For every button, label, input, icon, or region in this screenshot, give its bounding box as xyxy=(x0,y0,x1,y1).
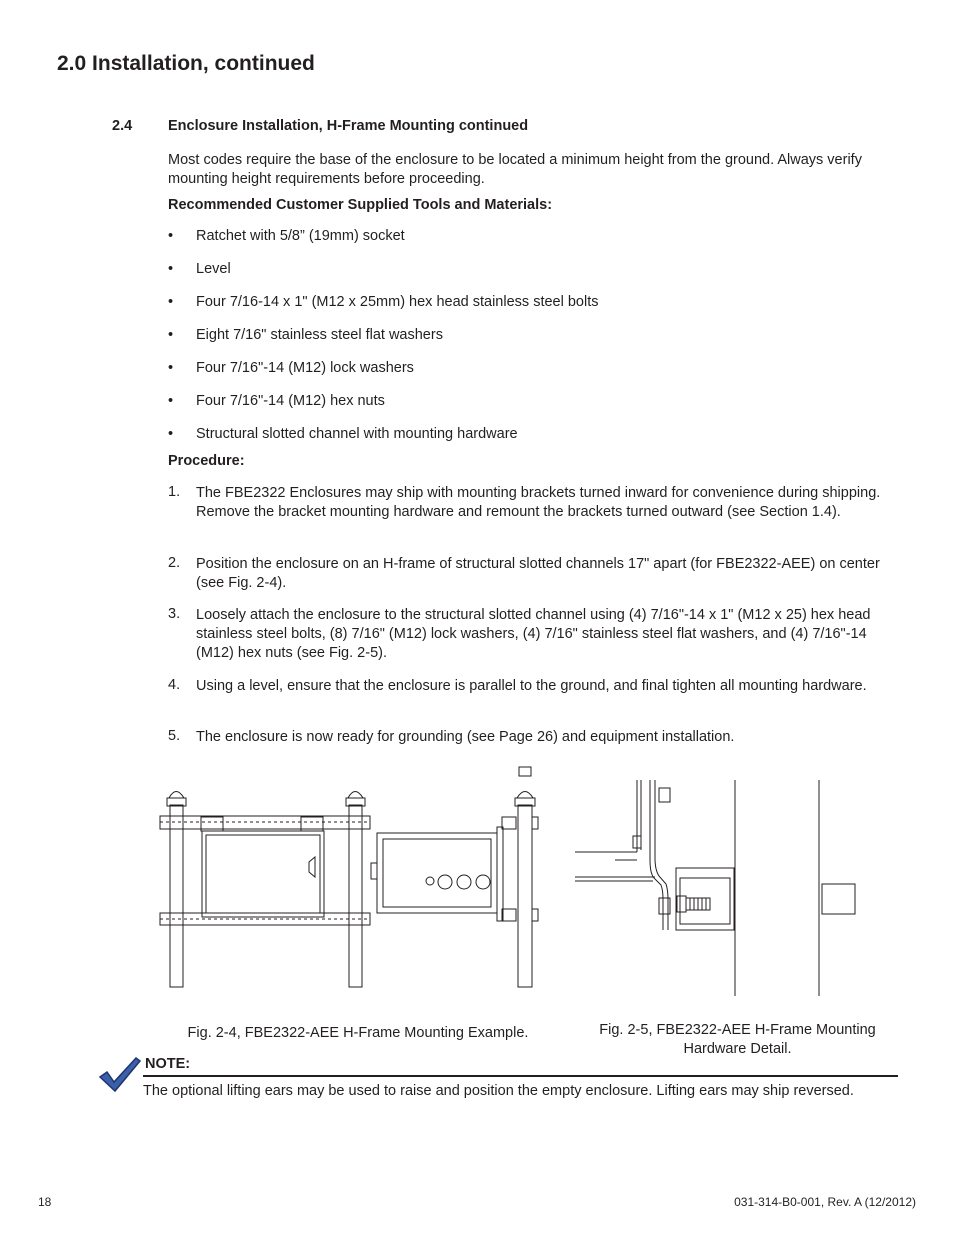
step-number: 5. xyxy=(168,728,181,744)
tool-item: Level xyxy=(196,261,231,277)
bullet-marker: • xyxy=(168,294,174,310)
bullet-marker: • xyxy=(168,426,174,442)
step-number: 3. xyxy=(168,606,181,622)
fig-2-5-drawing xyxy=(575,780,865,998)
step-text: Using a level, ensure that the enclosure is parallel to the ground, and final tighten all mounting hardware. xyxy=(196,678,867,694)
bullet-marker: • xyxy=(168,228,174,244)
checkmark-icon xyxy=(98,1055,142,1095)
step-text: Loosely attach the enclosure to the structural slotted channel using (4) 7/16"-14 x 1" (M12 x 25) hex head stainless steel bolts, (8) 7/16" (M12) lock washers, (4) 7/16" stainless steel flat washers, and (4) 7/16"-14 (M12) hex nuts (see Fig. 2-5). xyxy=(196,607,871,661)
document-reference: 031-314-B0-001, Rev. A (12/2012) xyxy=(734,1195,916,1209)
bullet-marker: • xyxy=(168,327,174,343)
step-number: 2. xyxy=(168,555,181,571)
step-number: 1. xyxy=(168,484,181,500)
tool-item: Eight 7/16" stainless steel flat washers xyxy=(196,327,443,343)
page-number: 18 xyxy=(38,1195,52,1209)
procedure-heading: Procedure: xyxy=(168,453,245,469)
fig-2-5-caption-line2: Hardware Detail. xyxy=(683,1041,792,1057)
tool-item: Ratchet with 5/8” (19mm) socket xyxy=(196,228,405,244)
fig-2-5-caption-line1: Fig. 2-5, FBE2322-AEE H-Frame Mounting xyxy=(599,1022,876,1038)
note-text: The optional lifting ears may be used to raise and position the empty enclosure. Lifting ears may ship reversed. xyxy=(143,1083,854,1099)
step-number: 4. xyxy=(168,677,181,693)
bullet-marker: • xyxy=(168,261,174,277)
tool-item: Four 7/16"-14 (M12) hex nuts xyxy=(196,393,385,409)
tool-item: Structural slotted channel with mounting hardware xyxy=(196,426,518,442)
tools-heading: Recommended Customer Supplied Tools and Materials: xyxy=(168,197,553,213)
page-title: 2.0 Installation, continued xyxy=(57,52,315,75)
fig-2-4-drawing xyxy=(155,765,545,995)
step-text: The enclosure is now ready for grounding (see Page 26) and equipment installation. xyxy=(196,729,735,745)
bullet-marker: • xyxy=(168,393,174,409)
note-label: NOTE: xyxy=(145,1056,191,1072)
bullet-marker: • xyxy=(168,360,174,376)
step-text: Position the enclosure on an H-frame of structural slotted channels 17" apart (for FBE2322-AEE) on center (see Fig. 2-4). xyxy=(196,556,880,591)
section-title: Enclosure Installation, H-Frame Mounting continued xyxy=(168,118,529,134)
intro-paragraph: Most codes require the base of the enclosure to be located a minimum height from the ground. Always verify mounting height requirements before proceeding. xyxy=(168,152,862,187)
note-divider xyxy=(143,1075,898,1077)
tool-item: Four 7/16-14 x 1" (M12 x 25mm) hex head stainless steel bolts xyxy=(196,294,599,310)
section-number: 2.4 xyxy=(112,118,133,134)
step-text: The FBE2322 Enclosures may ship with mounting brackets turned inward for convenience during shipping. Remove the bracket mounting hardware and remount the brackets turned outward (see Section 1.4). xyxy=(196,485,881,520)
tool-item: Four 7/16"-14 (M12) lock washers xyxy=(196,360,414,376)
fig-2-4-caption: Fig. 2-4, FBE2322-AEE H-Frame Mounting Example. xyxy=(187,1025,529,1041)
